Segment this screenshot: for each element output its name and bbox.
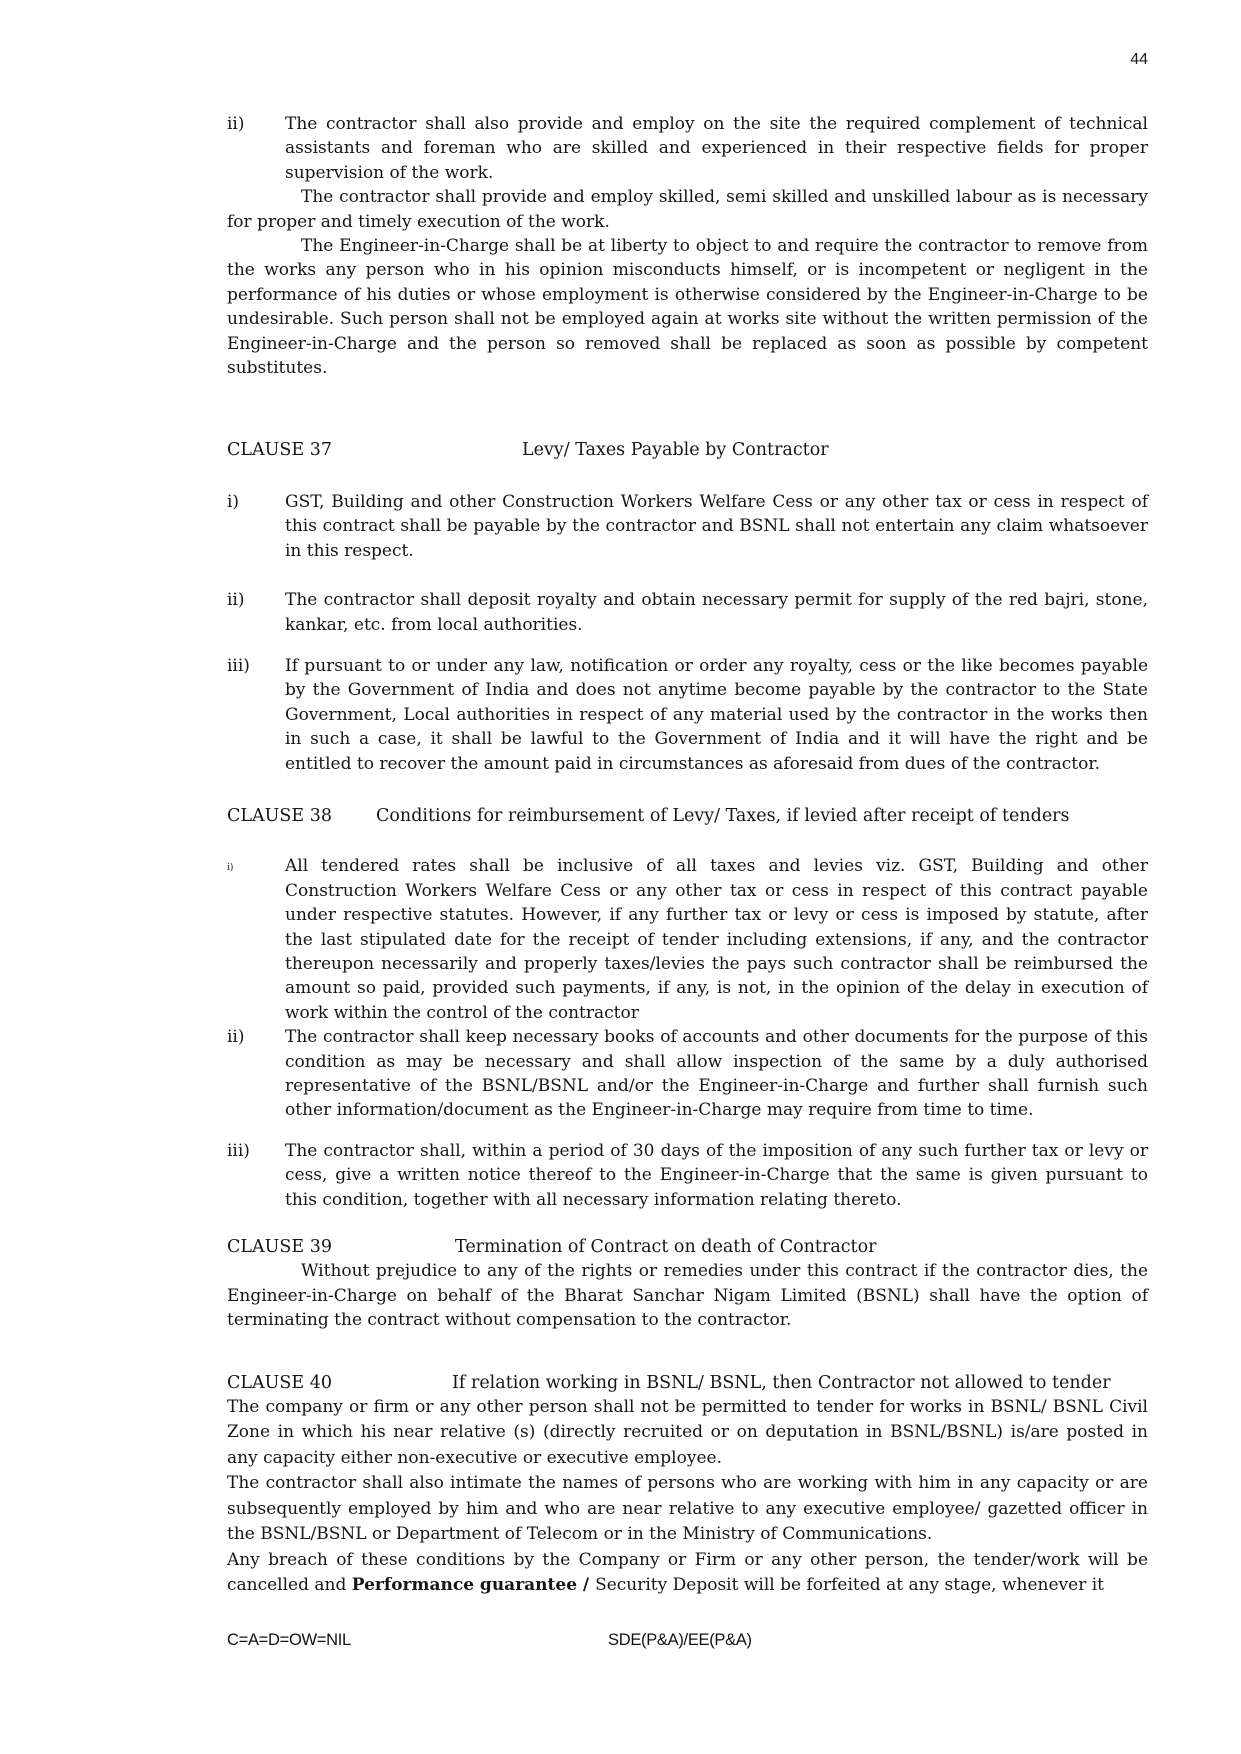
list-marker: ii) (227, 590, 245, 611)
clause-40-heading (227, 1371, 1148, 1395)
list-item-text: The contractor shall also provide and employ on the site the required complement of technical assistants and foreman who are skilled and experienced in their respective fields for proper supervision of the work. (285, 114, 1148, 183)
list-marker: i) (227, 491, 240, 512)
clause-40-paragraph-2: The contractor shall also intimate the names of persons who are working with him in any capacity or are subsequently employed by him and who are near relative to any executive employee/ gazetted officer in the BSNL/BSNL or Department of Telecom or in the Ministry of Communications. (227, 1473, 1148, 1545)
list-marker: ii) (227, 114, 245, 134)
page-number: 44 (1130, 51, 1148, 68)
list-marker: iii) (227, 1140, 250, 1161)
list-item-text: The contractor shall keep necessary books of accounts and other documents for the purpose of this condition as may be necessary and shall allow inspection of the same by a duly authorised representative of the BSNL/BSNL and/or the Engineer-in-Charge and further shall furnish such other information/document as the Engineer-in-Charge may require from time to time. (285, 1027, 1148, 1121)
list-item-text: If pursuant to or under any law, notification or order any royalty, cess or the like becomes payable by the Government of India and does not anytime become payable by the contractor to the State Government, Local authorities in respect of any material used by the contractor in the works then in such a case, it shall be lawful to the Government of India and it will have the right and be entitled to recover the amount paid in circumstances as aforesaid from dues of the contractor. (285, 655, 1148, 774)
clause-37-label: CLAUSE 37 (227, 440, 332, 461)
list-item-text: All tendered rates shall be inclusive of all taxes and levies viz. GST, Building and other Construction Workers Welfare Cess or any other tax or cess in respect of this contract payable under respective statutes. However, if any further tax or levy or cess is imposed by statute, after the last stipulated date for the receipt of tender including extensions, if any, and the contractor thereupon necessarily and properly taxes/levies the pays such contractor shall be reimbursed the amount so paid, provided such payments, if any, is not, in the opinion of the delay in execution of work within the control of the contractor (285, 856, 1148, 1023)
list-item-text: The contractor shall, within a period of 30 days of the imposition of any such further tax or levy or cess, give a written notice thereof to the Engineer-in-Charge that the same is given pursuant to this condition, together with all necessary information relating thereto. (285, 1140, 1148, 1210)
list-marker: ii) (227, 1027, 245, 1048)
clause-38-heading (227, 804, 1148, 828)
paragraph-labour: The contractor shall provide and employ skilled, semi skilled and unskilled labour as is necessary for proper and timely execution of the work. (227, 187, 1148, 232)
clause-39-paragraph: Without prejudice to any of the rights or remedies under this contract if the contractor dies, the Engineer-in-Charge on behalf of the Bharat Sanchar Nigam Limited (BSNL) shall have the option of terminating the contract without compensation to the contractor. (227, 1261, 1148, 1331)
clause-38-item-i (227, 854, 1148, 1025)
clause-40-paragraph-3-bold: Performance guarantee / (351, 1574, 596, 1595)
clause-37-heading (227, 438, 1148, 462)
clause-38-item-iii (227, 1139, 1148, 1212)
clause-37-item-iii (227, 654, 1148, 776)
clause-37-item-i (227, 490, 1148, 563)
clause-39-label: CLAUSE 39 (227, 1237, 332, 1258)
clause-38-label: CLAUSE 38 (227, 805, 332, 826)
clause-40-paragraph-3-pre: Any breach of these conditions by the Company or Firm or any other person, the tender/work will be cancelled and (227, 1549, 1148, 1595)
clause-40-paragraph-1: The company or firm or any other person shall not be permitted to tender for works in BSNL/ BSNL Civil Zone in which his near relative (s) (directly recruited or on deputation in BSNL/BSNL) is/are posted in any capacity either non-executive or executive employee. (227, 1397, 1148, 1468)
footer-designation: SDE(P&A)/EE(P&A) (608, 1631, 752, 1650)
clause-38-title: Conditions for reimbursement of Levy/ Taxes, if levied after receipt of tenders (376, 805, 1070, 826)
clause-37-item-ii (227, 588, 1148, 637)
list-marker-small: i) (227, 863, 234, 874)
clause-38-item-ii (227, 1025, 1148, 1123)
clause-37-title: Levy/ Taxes Payable by Contractor (522, 440, 829, 461)
page-footer (227, 1628, 1148, 1652)
clause-40-paragraph-3-post: Security Deposit will be forfeited at any stage, whenever it (595, 1574, 1105, 1595)
list-item-text: The contractor shall deposit royalty and obtain necessary permit for supply of the red bajri, stone, kankar, etc. from local authorities. (285, 590, 1148, 635)
clause-39-title: Termination of Contract on death of Contractor (455, 1237, 877, 1258)
clause-40-label: CLAUSE 40 (227, 1372, 332, 1393)
list-marker: iii) (227, 655, 250, 676)
footer-left-code: C=A=D=OW=NIL (227, 1631, 351, 1650)
clause-40-title: If relation working in BSNL/ BSNL, then Contractor not allowed to tender (452, 1372, 1111, 1393)
list-item-text: GST, Building and other Construction Workers Welfare Cess or any other tax or cess in respect of this contract shall be payable by the contractor and BSNL shall not entertain any claim whatsoever in this respect. (285, 491, 1148, 561)
paragraph-engineer-in-charge: The Engineer-in-Charge shall be at liberty to object to and require the contractor to remove from the works any person who in his opinion misconducts himself, or is incompetent or negligent in the performance of his duties or whose employment is otherwise considered by the Engineer-in-Charge to be undesirable. Such person shall not be employed again at works site without the written permission of the Engineer-in-Charge and the person so removed shall be replaced as soon as possible by competent substitutes. (227, 236, 1148, 379)
clause-40-paragraph-3 (227, 1548, 1148, 1599)
clause-39-heading (227, 1235, 1148, 1259)
list-item-intro-ii (227, 112, 1148, 185)
